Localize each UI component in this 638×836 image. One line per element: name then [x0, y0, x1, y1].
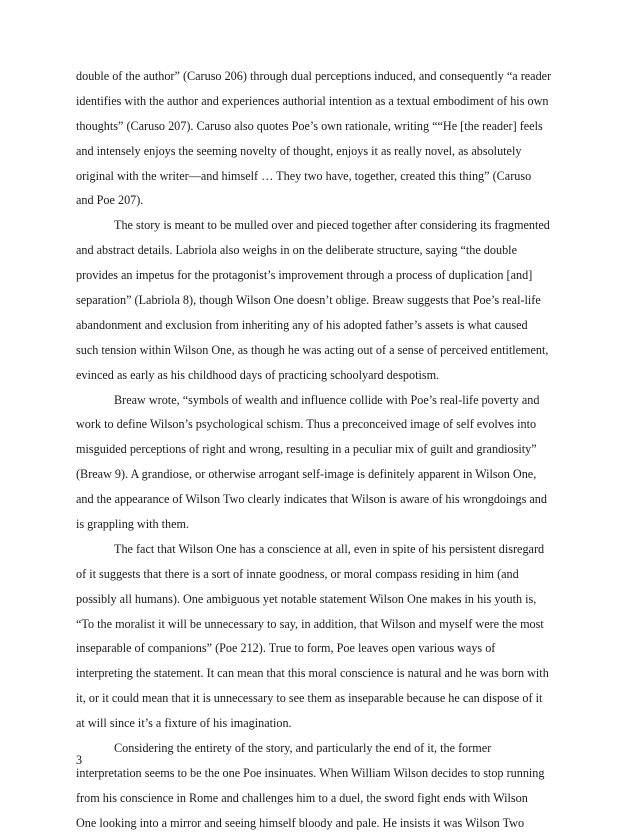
text-line: from his conscience in Rome and challenges him to a duel, the sword fight ends with Wilson [76, 790, 528, 805]
text-line: inseparable of companions” (Poe 212). True to form, Poe leaves open various ways of [76, 641, 496, 656]
text-line: and Poe 207). [76, 193, 144, 208]
text-line: interpretation seems to be the one Poe insinuates. When William Wilson decides to stop running [76, 765, 545, 780]
paragraph-first-line: Breaw wrote, “symbols of wealth and influence collide with Poe’s real-life poverty and [114, 392, 540, 407]
text-line: of it suggests that there is a sort of innate goodness, or moral compass residing in him (and [76, 566, 519, 581]
text-line: evinced as early as his childhood days of practicing schoolyard despotism. [76, 367, 440, 382]
paragraph-first-line: The fact that Wilson One has a conscience at all, even in spite of his persistent disregard [114, 541, 545, 556]
text-line: separation” (Labriola 8), though Wilson One doesn’t oblige. Breaw suggests that Poe’s real-life [76, 293, 541, 308]
text-line: identifies with the author and experiences authorial intention as a textual embodiment of his own [76, 93, 549, 108]
text-line: is grappling with them. [76, 517, 190, 532]
text-line: original with the writer—and himself … They two have, together, created this thing” (Caruso [76, 168, 532, 183]
text-line: (Breaw 9). A grandiose, or otherwise arrogant self-image is definitely apparent in Wilson One, [76, 467, 537, 482]
text-line: abandonment and exclusion from inheriting any of his adopted father’s assets is what caused [76, 317, 528, 332]
text-line: and intensely enjoys the seeming novelty of thought, enjoys it as really novel, as absolutely [76, 143, 522, 158]
text-line: double of the author” (Caruso 206) through dual perceptions induced, and consequently “a reader [76, 69, 552, 83]
text-line: One looking into a mirror and seeing himself bloody and pale. He insists it was Wilson Two [76, 815, 525, 830]
text-line: work to define Wilson’s psychological schism. Thus a preconceived image of self evolves into [76, 417, 537, 432]
paragraph-first-line: The story is meant to be mulled over and pieced together after considering its fragmented [114, 218, 550, 233]
text-line: interpreting the statement. It can mean that this moral conscience is natural and he was born with [76, 666, 549, 681]
body-text [76, 64, 566, 836]
page-number: 3 [76, 753, 83, 767]
text-line: such tension within Wilson One, as though he was acting out of a sense of perceived entitlement, [76, 342, 549, 357]
text-line: thoughts” (Caruso 207). Caruso also quotes Poe’s own rationale, writing ““He [the reader] feels [76, 118, 543, 133]
paragraph-first-line: Considering the entirety of the story, and particularly the end of it, the former [114, 741, 492, 756]
text-line: and the appearance of Wilson Two clearly indicates that Wilson is aware of his wrongdoings and [76, 492, 547, 507]
text-line: it, or it could mean that it is unnecessary to see them as inseparable because he can dispose of it [76, 691, 543, 706]
text-line: misguided perceptions of right and wrong, resulting in a peculiar mix of guilt and grandiosity” [76, 442, 537, 457]
text-line: possibly all humans). One ambiguous yet notable statement Wilson One makes in his youth is, [76, 591, 537, 606]
text-line: “To the moralist it will be unnecessary to say, in addition, that Wilson and myself were the most [76, 616, 544, 631]
text-line: provides an impetus for the protagonist’s improvement through a process of duplication [and] [76, 268, 533, 283]
text-line: at will since it’s a fixture of his imagination. [76, 716, 292, 731]
text-line: and abstract details. Labriola also weighs in on the deliberate structure, saying “the double [76, 243, 517, 258]
